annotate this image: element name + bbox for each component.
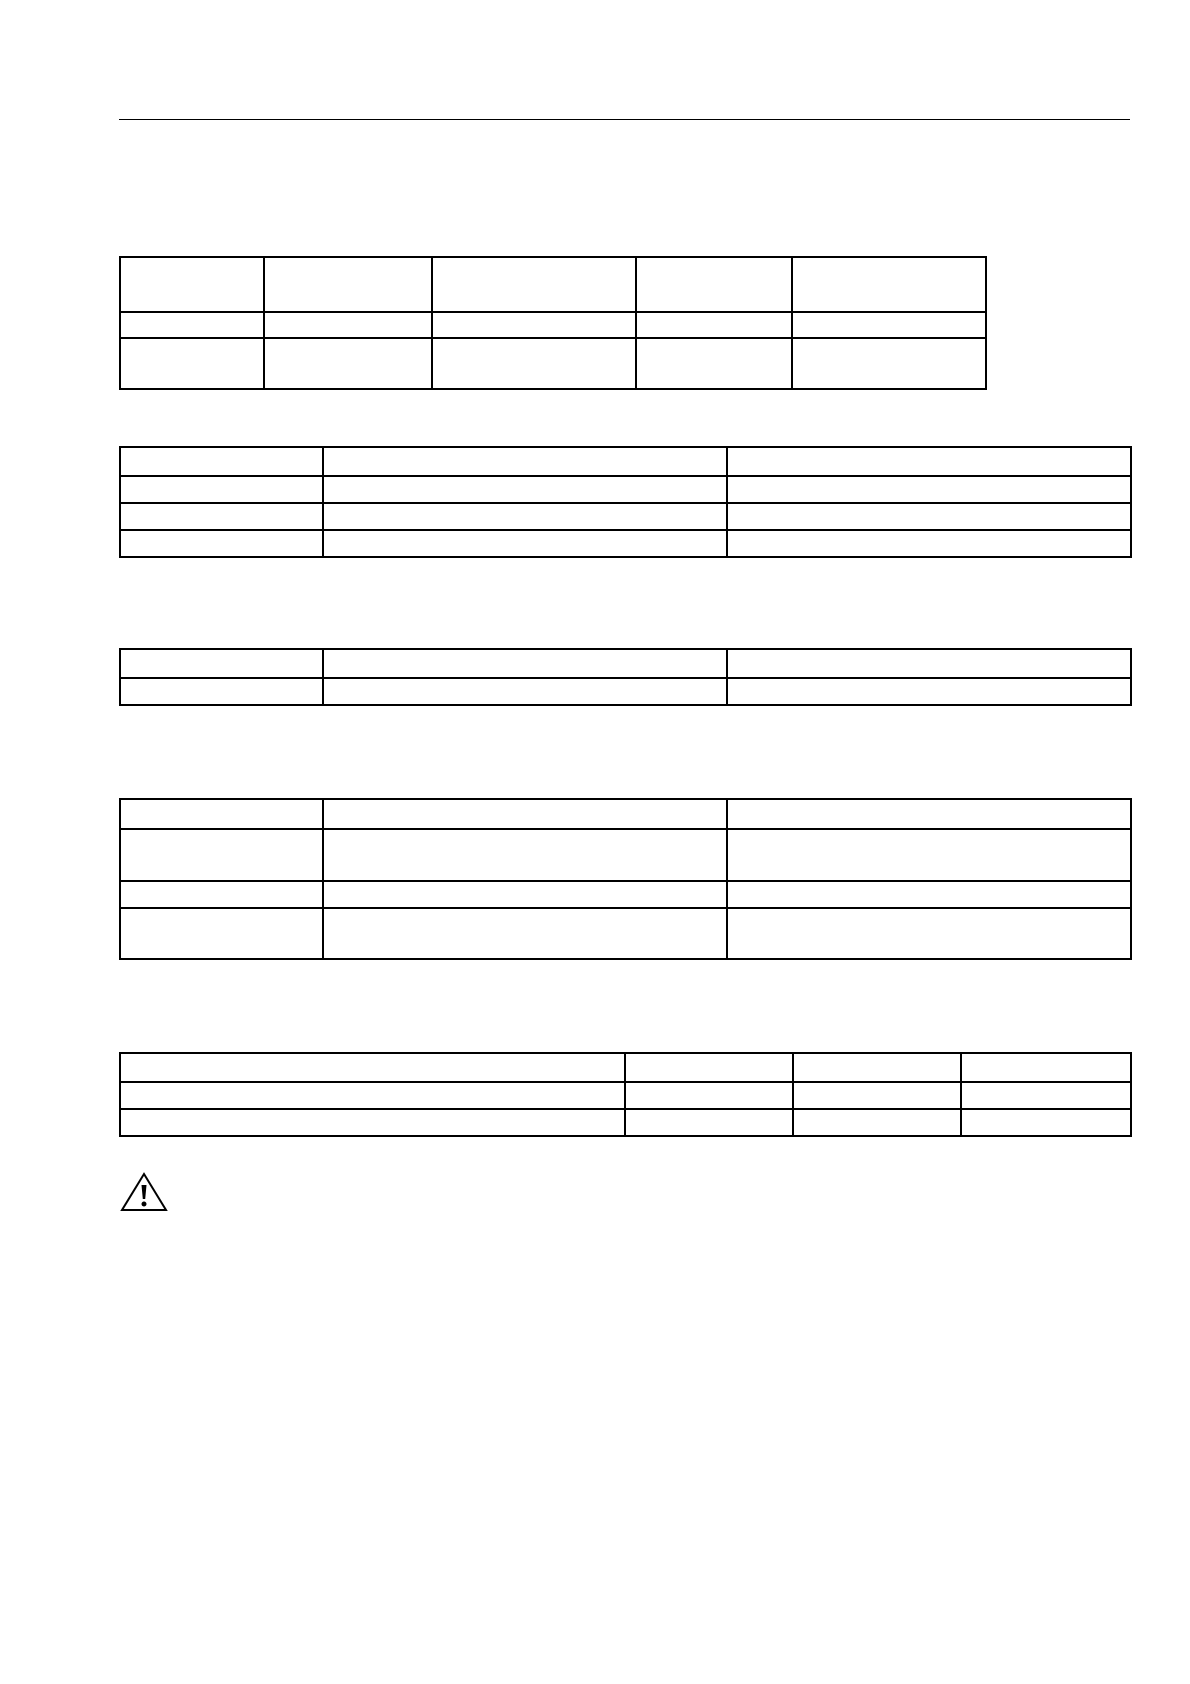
spec-table-3	[119, 648, 1132, 706]
table-cell	[625, 1082, 793, 1109]
table-cell	[961, 1082, 1131, 1109]
table-cell	[961, 1053, 1131, 1082]
table-cell	[727, 678, 1131, 705]
table-cell	[323, 881, 727, 908]
table-cell	[636, 257, 792, 312]
warning-triangle-icon	[119, 1172, 169, 1212]
table-cell	[120, 908, 323, 959]
table-cell	[727, 530, 1131, 557]
table-cell	[120, 1053, 625, 1082]
spec-table-1	[119, 256, 987, 390]
table-cell	[264, 312, 432, 338]
table-cell	[727, 649, 1131, 678]
table-cell	[792, 312, 986, 338]
table-cell	[792, 257, 986, 312]
table-cell	[120, 476, 323, 503]
table-cell	[636, 338, 792, 389]
table-cell	[323, 829, 727, 881]
spec-table-4	[119, 798, 1132, 960]
table-cell	[793, 1082, 961, 1109]
table-cell	[323, 799, 727, 829]
table-cell	[120, 447, 323, 476]
table-cell	[120, 1109, 625, 1136]
table-cell	[323, 649, 727, 678]
table-cell	[793, 1109, 961, 1136]
header-rule	[119, 119, 1130, 120]
table-cell	[727, 476, 1131, 503]
table-cell	[323, 447, 727, 476]
table-cell	[961, 1109, 1131, 1136]
table-cell	[323, 678, 727, 705]
table-cell	[625, 1053, 793, 1082]
table-cell	[323, 503, 727, 530]
table-cell	[793, 1053, 961, 1082]
table-cell	[727, 799, 1131, 829]
table-cell	[120, 257, 264, 312]
table-cell	[727, 908, 1131, 959]
table-cell	[727, 829, 1131, 881]
table-cell	[636, 312, 792, 338]
table-cell	[323, 476, 727, 503]
table-cell	[120, 829, 323, 881]
table-cell	[120, 530, 323, 557]
table-cell	[727, 881, 1131, 908]
table-cell	[120, 312, 264, 338]
table-cell	[323, 908, 727, 959]
table-cell	[120, 503, 323, 530]
table-cell	[792, 338, 986, 389]
table-cell	[264, 257, 432, 312]
table-cell	[120, 1082, 625, 1109]
table-cell	[727, 447, 1131, 476]
table-cell	[120, 799, 323, 829]
table-cell	[432, 257, 636, 312]
table-cell	[120, 649, 323, 678]
table-cell	[120, 881, 323, 908]
spec-table-5	[119, 1052, 1132, 1137]
table-cell	[264, 338, 432, 389]
table-cell	[625, 1109, 793, 1136]
table-cell	[432, 338, 636, 389]
table-cell	[120, 678, 323, 705]
spec-table-2	[119, 446, 1132, 558]
table-cell	[120, 338, 264, 389]
table-cell	[323, 530, 727, 557]
table-cell	[727, 503, 1131, 530]
table-cell	[432, 312, 636, 338]
